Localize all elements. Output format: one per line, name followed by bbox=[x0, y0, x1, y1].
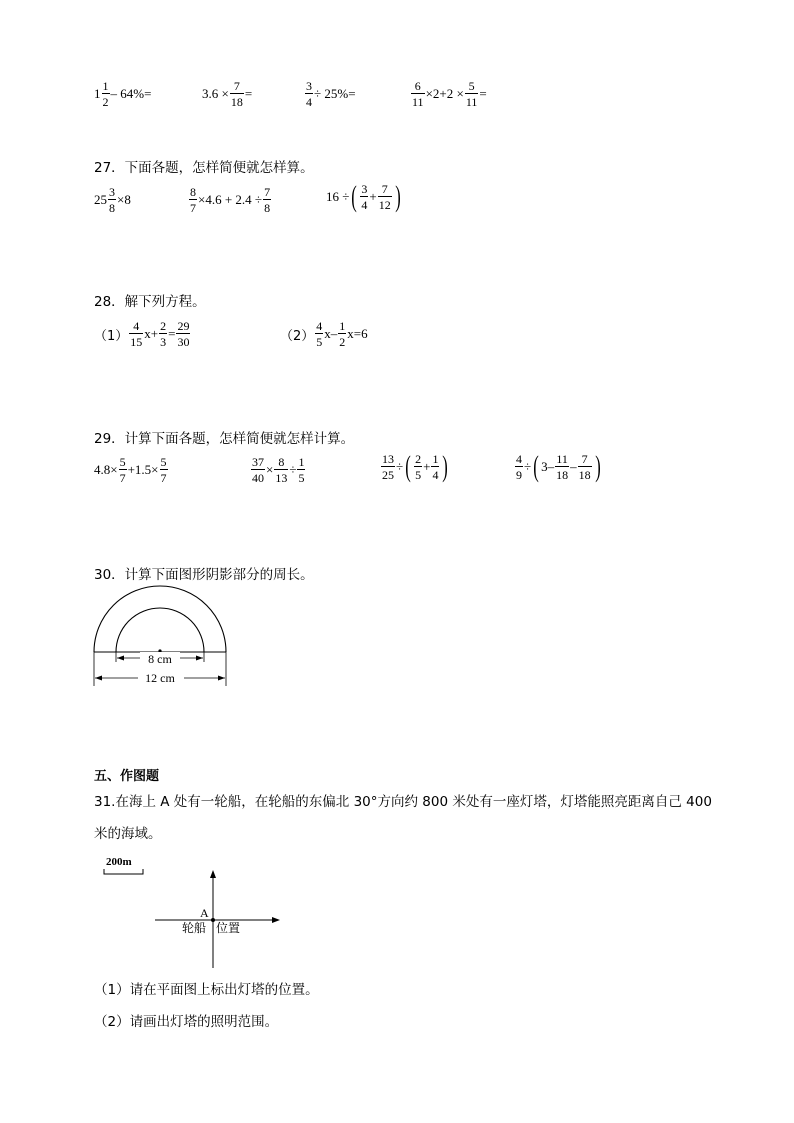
section-title: 五、作图题 bbox=[94, 769, 160, 784]
expr-text: 4.8× bbox=[94, 462, 118, 477]
fraction: $\frac{1}{2}$ bbox=[339, 319, 346, 349]
fraction: $\frac{1}{2}$ bbox=[102, 79, 109, 109]
map-figure bbox=[98, 852, 298, 972]
scale-bar bbox=[104, 869, 143, 874]
expr-q28-1 bbox=[94, 320, 191, 348]
inner-arc bbox=[116, 608, 204, 652]
question-31-line2: 米的海域。 bbox=[94, 826, 162, 842]
expr-q27-3 bbox=[326, 182, 403, 212]
fraction: $\frac{1}{5}$ bbox=[298, 455, 305, 485]
operator: ÷ bbox=[524, 459, 532, 474]
fraction: $\frac{3}{8}$ bbox=[109, 185, 115, 215]
fraction: $\frac{5}{7}$ bbox=[119, 455, 126, 485]
fraction: $\frac{11}{18}$ bbox=[556, 452, 569, 482]
fraction: $\frac{4}{5}$ bbox=[316, 319, 323, 349]
position-label: 位置 bbox=[216, 921, 241, 935]
expr-text: ÷ 25%= bbox=[314, 86, 356, 101]
arrow-north-icon bbox=[210, 870, 216, 878]
expr-row1-1 bbox=[94, 80, 151, 108]
arrow-east-icon bbox=[272, 917, 280, 923]
expr-q27-2 bbox=[188, 186, 272, 214]
expr-q29-4 bbox=[514, 452, 603, 482]
semicircle-ring-figure bbox=[88, 582, 238, 692]
left-paren: ( bbox=[405, 450, 411, 483]
ship-label: 轮船 bbox=[182, 921, 207, 935]
fraction: $\frac{5}{7}$ bbox=[160, 455, 167, 485]
expr-text: x– bbox=[324, 326, 338, 341]
expr-row1-3 bbox=[304, 80, 356, 108]
operator: ÷ bbox=[396, 459, 404, 474]
operator: ÷ bbox=[289, 462, 297, 477]
fraction: $\frac{6}{11}$ bbox=[412, 79, 424, 109]
operator: – bbox=[570, 459, 577, 474]
fraction: $\frac{5}{11}$ bbox=[465, 79, 478, 109]
expr-text: 3– bbox=[541, 459, 555, 474]
fraction: $\frac{7}{18}$ bbox=[578, 452, 591, 482]
expr-text: – 64%= bbox=[110, 86, 152, 101]
question-28-title: 28．解下列方程。 bbox=[94, 294, 206, 310]
expr-q29-2 bbox=[250, 456, 306, 484]
fraction: $\frac{7}{12}$ bbox=[378, 182, 391, 212]
arrow-left-icon bbox=[95, 676, 102, 681]
fraction: $\frac{8}{7}$ bbox=[190, 185, 196, 215]
operator: = bbox=[168, 326, 176, 341]
fraction: $\frac{8}{13}$ bbox=[275, 455, 288, 485]
outer-arc bbox=[94, 586, 226, 652]
question-31-sub1: （1）请在平面图上标出灯塔的位置。 bbox=[94, 982, 319, 998]
expr-text: = bbox=[244, 86, 253, 101]
arrow-left-icon bbox=[117, 656, 124, 661]
point-a bbox=[211, 918, 215, 922]
left-paren: ( bbox=[351, 180, 358, 213]
left-paren: ( bbox=[533, 450, 539, 483]
fraction: $\frac{4}{9}$ bbox=[516, 452, 522, 482]
expr-q28-2 bbox=[280, 320, 368, 348]
fraction: $\frac{7}{18}$ bbox=[230, 79, 243, 109]
expr-text: +1.5× bbox=[127, 462, 159, 477]
operator: × bbox=[266, 462, 274, 477]
question-30-title: 30．计算下面图形阴影部分的周长。 bbox=[94, 567, 314, 583]
fraction: $\frac{29}{30}$ bbox=[177, 319, 190, 349]
expr-text: x+ bbox=[144, 326, 159, 341]
expr-row1-2 bbox=[202, 80, 252, 108]
expr-text: 3.6 × bbox=[202, 86, 229, 101]
expr-text: = bbox=[479, 86, 487, 101]
expr-text: x=6 bbox=[347, 326, 368, 341]
inner-diameter-label: 8 cm bbox=[148, 652, 172, 666]
whole-number: 1 bbox=[94, 86, 101, 101]
scale-label: 200m bbox=[106, 856, 132, 868]
expr-text: ×8 bbox=[117, 192, 131, 207]
whole-number: 25 bbox=[94, 192, 107, 207]
question-27-title: 27．下面各题，怎样简便就怎样算。 bbox=[94, 160, 314, 176]
operator: + bbox=[369, 189, 377, 204]
fraction: $\frac{3}{4}$ bbox=[306, 79, 312, 109]
outer-diameter-label: 12 cm bbox=[145, 671, 175, 685]
expr-text: ×2+2 × bbox=[425, 86, 464, 101]
question-31-sub2: （2）请画出灯塔的照明范围。 bbox=[94, 1014, 279, 1030]
expr-q29-3 bbox=[380, 452, 450, 482]
expr-q29-1 bbox=[94, 456, 169, 484]
expr-row1-4 bbox=[410, 80, 487, 108]
operator: + bbox=[423, 459, 431, 474]
fraction: $\frac{13}{25}$ bbox=[382, 452, 394, 482]
question-29-title: 29．计算下面各题，怎样简便就怎样计算。 bbox=[94, 431, 355, 447]
right-paren: ) bbox=[394, 180, 401, 213]
question-31-line1: 31.在海上 A 处有一轮船，在轮船的东偏北 30°方向约 800 米处有一座灯塔，灯塔能照亮距离自己 400 bbox=[94, 794, 712, 810]
arrow-right-icon bbox=[196, 656, 203, 661]
right-paren: ) bbox=[442, 450, 449, 483]
right-paren: ) bbox=[594, 450, 601, 483]
expr-text: ×4.6 + 2.4 ÷ bbox=[198, 192, 263, 207]
fraction: $\frac{1}{4}$ bbox=[432, 452, 439, 482]
point-a-label: A bbox=[200, 906, 209, 920]
fraction: $\frac{2}{3}$ bbox=[160, 319, 167, 349]
fraction: $\frac{2}{5}$ bbox=[415, 452, 422, 482]
fraction: $\frac{4}{15}$ bbox=[130, 319, 143, 349]
fraction: $\frac{3}{4}$ bbox=[361, 182, 368, 212]
sub-label: （1） bbox=[94, 328, 129, 344]
sub-label: （2） bbox=[280, 328, 315, 344]
expr-q27-1 bbox=[94, 186, 131, 214]
fraction: $\frac{7}{8}$ bbox=[264, 185, 271, 215]
fraction: $\frac{37}{40}$ bbox=[252, 455, 264, 485]
arrow-right-icon bbox=[218, 676, 225, 681]
expr-text: 16 ÷ bbox=[326, 189, 350, 204]
